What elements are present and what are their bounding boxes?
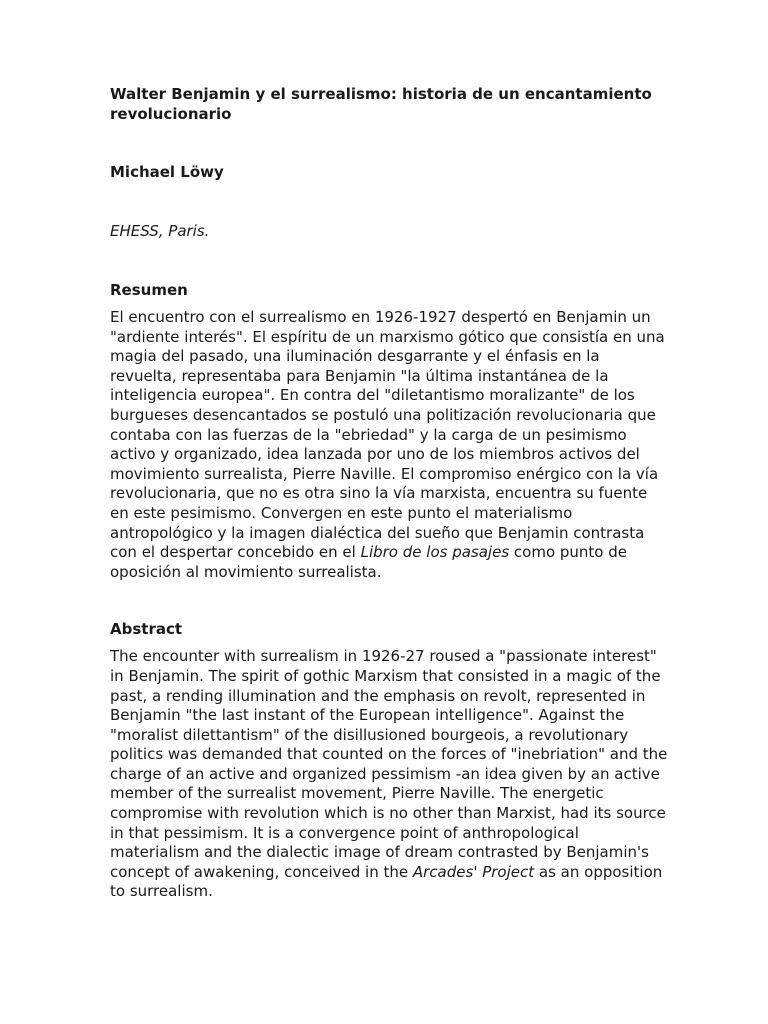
- author-name: Michael Löwy: [110, 163, 224, 181]
- author-affiliation: EHESS, Paris.: [110, 222, 210, 240]
- document-page: [110, 84, 670, 902]
- resumen-paragraph: [110, 308, 670, 582]
- abstract-heading: Abstract: [110, 620, 183, 639]
- abstract-text: The encounter with surrealism in 1926-27 roused a "passionate interest" in Benjamin. The spirit of gothic Marxism that consisted in a magic of the past, a rending illumination and the emphasis on revolt, represented in Benjamin "the last instant of the European intelligence". Against the "moralist dilettantism" of the disillusioned bourgeois, a revolutionary politics was demanded that counted on the forces of "inebriation" and the charge of an active and organized pessimism -an idea given by an active member of the surrealist movement, Pierre Naville. The energetic compromise with revolution which is no other than Marxist, had its source in that pessimism. It is a convergence point of anthropological materialism and the dialectic image of dream contrasted by Benjamin's concept of awakening, conceived in the: [110, 647, 668, 881]
- document-title: Walter Benjamin y el surrealismo: historia de un encantamiento revolucionario: [110, 85, 652, 123]
- abstract-book-title-2: Project: [482, 862, 535, 881]
- abstract-text-end: as an opposition to surrealism.: [110, 862, 663, 901]
- abstract-apostrophe: ': [473, 862, 483, 881]
- resumen-text: El encuentro con el surrealismo en 1926-1927 despertó en Benjamin un "ardiente interés". El espíritu de un marxismo gótico que consistía en una magia del pasado, una iluminación desgarrante y el énfasis en la revuelta, representaba para Benjamin "la última instantánea de la inteligencia europea". En contra del "diletantismo moralizante" de los burgueses desencantados se postuló una politización revolucionaria que contaba con las fuerzas de la "ebriedad" y la carga de un pesimismo activo y organizado, idea lanzada por uno de los miembros activos del movimiento surrealista, Pierre Naville. El compromiso enérgico con la vía revolucionaria, que no es otra sino la vía marxista, encuentra su fuente en este pesimismo. Convergen en este punto el materialismo antropológico y la imagen dialéctica del sueño que Benjamin contrasta con el despertar concebido en el: [110, 308, 665, 562]
- resumen-book-title: Libro de los pasajes: [360, 543, 510, 562]
- resumen-heading: Resumen: [110, 281, 188, 299]
- abstract-book-title-1: Arcades: [412, 862, 474, 881]
- abstract-paragraph: [110, 647, 670, 902]
- resumen-text-end: como punto de oposición al movimiento surrealista.: [110, 543, 628, 581]
